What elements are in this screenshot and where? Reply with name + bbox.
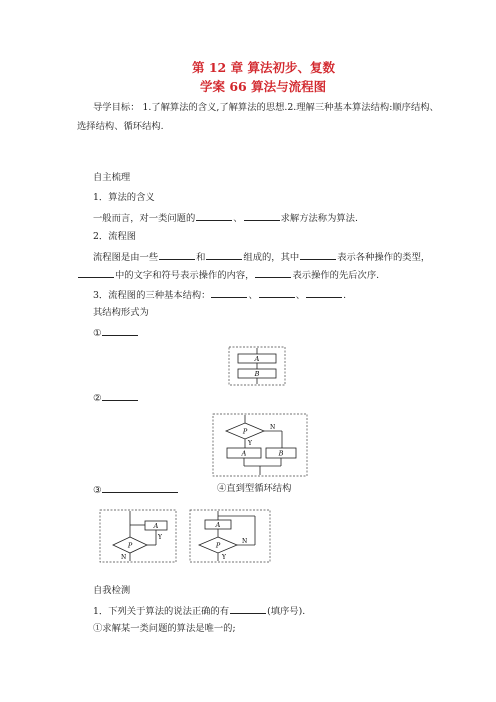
case-title: 学案 66 算法与流程图 <box>200 79 327 94</box>
dashed-frame <box>100 510 176 562</box>
sequence-structure-diagram <box>228 346 286 386</box>
label-n: N <box>270 424 276 431</box>
structure-1-label <box>93 326 139 340</box>
circle-number-3: ③ <box>93 485 102 496</box>
structure-3-label <box>93 483 179 497</box>
label-n: N <box>121 554 127 561</box>
label-a: A <box>241 449 247 458</box>
fill-blank[interactable] <box>230 604 266 614</box>
fill-blank[interactable] <box>306 288 342 298</box>
while-loop-diagram <box>99 509 177 563</box>
item-2-text-e: 中的文字和符号表示操作的内容， <box>115 270 255 281</box>
item-1-heading: 1．算法的含义 <box>93 192 155 203</box>
forms-label: 其结构形式为 <box>93 307 149 318</box>
label-p: P <box>242 427 248 436</box>
fill-blank[interactable] <box>211 288 247 298</box>
item-1-text-b: 求解方法称为算法. <box>280 213 358 224</box>
label-b: B <box>278 449 284 458</box>
label-n: N <box>242 538 248 545</box>
fill-blank[interactable] <box>300 250 336 260</box>
intro-line-2: 选择结构、循环结构. <box>77 121 164 132</box>
dashed-frame <box>190 510 270 562</box>
label-p: P <box>127 541 133 550</box>
fill-blank[interactable] <box>244 211 280 221</box>
separator: 、 <box>295 290 306 301</box>
selection-structure-diagram <box>212 413 308 477</box>
structure-2-label <box>93 391 139 405</box>
label-a: A <box>153 522 159 530</box>
intro-line-1: 导学目标： 1.了解算法的含义,了解算法的思想.2.理解三种基本算法结构:顺序结构、 <box>93 102 439 113</box>
item-2-text-c: 组成的，其中 <box>243 252 300 263</box>
item-3-line <box>93 288 346 302</box>
section-heading-self-check: 自我检测 <box>93 585 131 596</box>
label-y: Y <box>158 534 162 541</box>
label-a: A <box>254 355 260 363</box>
item-2-heading: 2．流程图 <box>93 231 137 242</box>
item-1-text-a: 一般而言，对一类问题的 <box>93 213 196 224</box>
item-2-text-a: 流程图是由一些 <box>93 252 159 263</box>
item-2-text-b: 和 <box>196 252 206 263</box>
fill-blank[interactable] <box>102 483 178 493</box>
item-2-line-1 <box>93 250 430 264</box>
circle-number-2: ② <box>93 393 102 404</box>
label-p: P <box>215 541 221 550</box>
chapter-title: 第 12 章 算法初步、复数 <box>192 60 335 75</box>
fill-blank[interactable] <box>259 288 295 298</box>
label-a: A <box>215 521 221 529</box>
item-2-text-f: 表示操作的先后次序. <box>292 270 380 281</box>
fill-blank[interactable] <box>102 326 138 336</box>
label-b: B <box>254 370 260 378</box>
item-2-line-2 <box>77 268 379 282</box>
item-2-text-d: 表示各种操作的类型， <box>337 252 431 263</box>
structure-4-label: ④直到型循环结构 <box>217 483 292 494</box>
fill-blank[interactable] <box>102 391 138 401</box>
circle-number-1: ① <box>93 328 102 339</box>
section-heading-review: 自主梳理 <box>93 172 131 183</box>
question-1-hint: (填序号). <box>267 606 306 617</box>
separator: 、 <box>248 290 258 301</box>
label-y: Y <box>222 554 226 561</box>
until-loop-diagram <box>189 509 271 563</box>
fill-blank[interactable] <box>78 268 114 278</box>
fill-blank[interactable] <box>196 211 232 221</box>
question-1 <box>93 604 305 618</box>
item-3-text: 3．流程图的三种基本结构： <box>93 290 211 301</box>
label-y: Y <box>248 440 252 447</box>
separator: 、 <box>233 213 243 224</box>
fill-blank[interactable] <box>159 250 195 260</box>
fill-blank[interactable] <box>255 268 291 278</box>
item-1-text <box>93 211 358 225</box>
question-1-option-1: ①求解某一类问题的算法是唯一的; <box>93 623 236 634</box>
question-1-text: 1．下列关于算法的说法正确的有 <box>93 606 230 617</box>
fill-blank[interactable] <box>206 250 242 260</box>
period: . <box>343 290 347 301</box>
